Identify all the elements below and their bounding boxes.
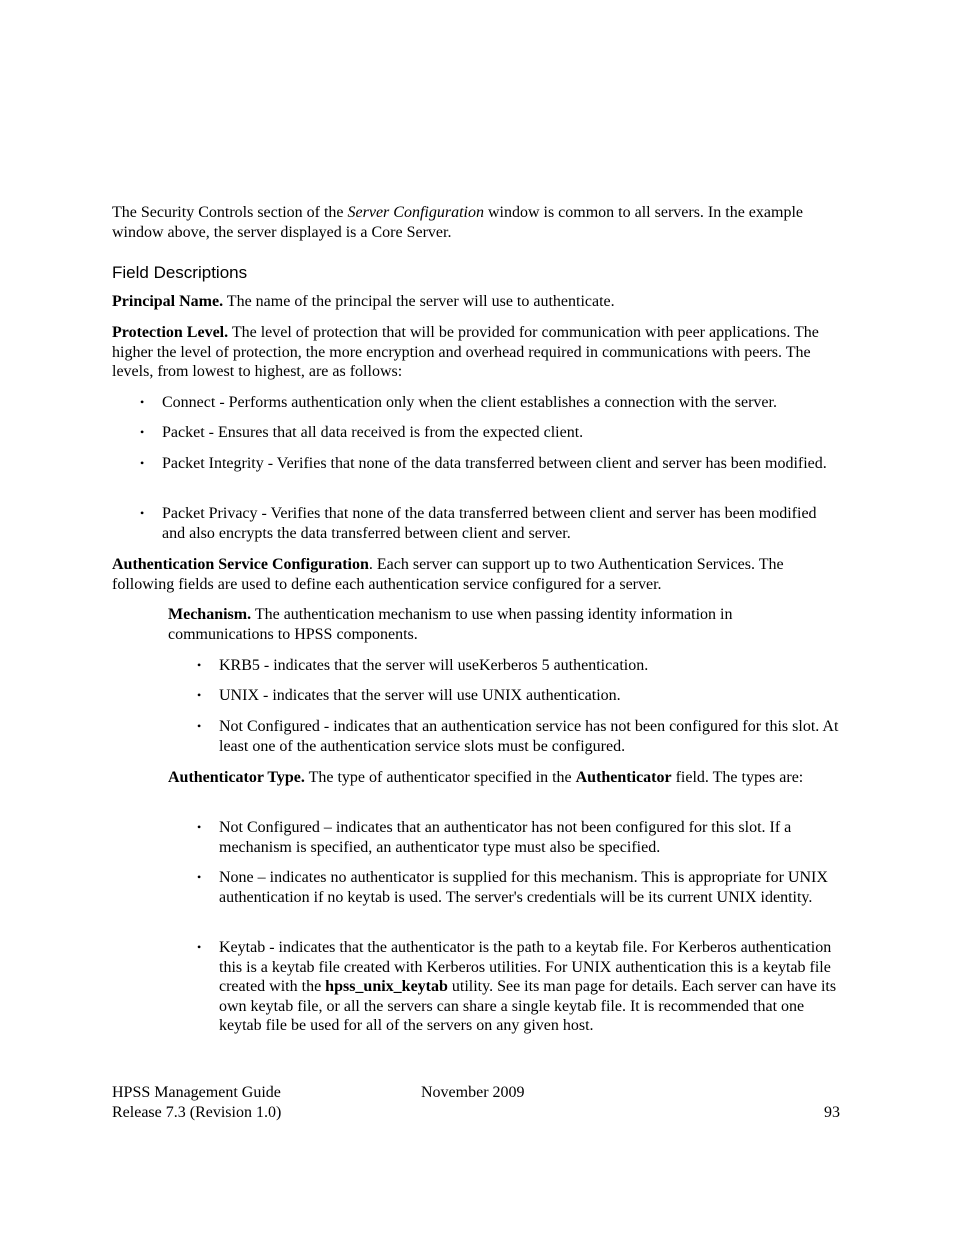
principal-name-text: The name of the principal the server will use to authenticate. xyxy=(223,293,615,310)
authenticator-type-label: Authenticator Type. xyxy=(168,769,305,786)
intro-paragraph xyxy=(112,203,842,242)
bullet-icon: • xyxy=(197,658,202,672)
authenticator-bullet xyxy=(197,868,842,907)
protection-bullet xyxy=(140,504,842,543)
keytab-text-end: utility. See its man page for details. Each server can have its own keytab file, or all the servers can share a single keytab file. It is recommended that one keytab file be used for all of the servers on any given host. xyxy=(219,978,837,1034)
authenticator-type-text-end: field. The types are: xyxy=(671,769,804,786)
principal-name-label: Principal Name. xyxy=(112,293,224,310)
protection-bullet xyxy=(140,393,842,413)
bullet-icon: • xyxy=(140,425,145,439)
protection-bullet xyxy=(140,423,842,443)
footer-release: Release 7.3 (Revision 1.0) xyxy=(112,1104,282,1121)
bullet-icon: • xyxy=(197,719,202,733)
mechanism-bullet xyxy=(197,686,842,706)
mechanism-bullet-text: Not Configured - indicates that an authentication service has not been configured for this slot. At least one of the authentication service slots must be configured. xyxy=(219,718,839,755)
footer-date: November 2009 xyxy=(421,1084,525,1101)
bullet-icon: • xyxy=(197,820,202,834)
protection-level-text: The level of protection that will be provided for communication with peer applications. The higher the level of protection, the more encryption and overhead required in communications with peers. The levels, from lowest to highest, are as follows: xyxy=(112,324,819,380)
authenticator-bullet-text: None – indicates no authenticator is supplied for this mechanism. This is appropriate for UNIX authentication if no keytab is used. The server's credentials will be its current UNIX identity. xyxy=(219,869,828,906)
authenticator-bullet-keytab xyxy=(197,938,842,1036)
mechanism-text: The authentication mechanism to use when passing identity information in communications to HPSS components. xyxy=(168,606,733,643)
mechanism-bullet xyxy=(197,717,842,756)
bullet-icon: • xyxy=(140,395,145,409)
intro-text-end: window is common to all servers. In the example window above, the server displayed is a Core Server. xyxy=(112,204,803,241)
protection-level-paragraph xyxy=(112,323,842,382)
mechanism-bullet xyxy=(197,656,842,676)
protection-bullet-text: Connect - Performs authentication only when the client establishes a connection with the server. xyxy=(162,394,777,411)
bullet-icon: • xyxy=(140,506,145,520)
bullet-icon: • xyxy=(197,870,202,884)
footer-page-number: 93 xyxy=(824,1104,840,1121)
keytab-bullet-text xyxy=(219,938,842,1036)
authenticator-field-name: Authenticator xyxy=(575,769,672,786)
protection-bullet-text: Packet - Ensures that all data received is from the expected client. xyxy=(162,424,584,441)
bullet-icon: • xyxy=(197,688,202,702)
footer-guide-title: HPSS Management Guide xyxy=(112,1084,281,1101)
auth-service-paragraph xyxy=(112,555,842,594)
keytab-utility-name: hpss_unix_keytab xyxy=(325,978,448,995)
protection-bullet-text: Packet Integrity - Verifies that none of the data transferred between client and server has been modified. xyxy=(162,455,827,472)
protection-bullet-text: Packet Privacy - Verifies that none of the data transferred between client and server has been modified and also encrypts the data transferred between client and server. xyxy=(162,505,817,542)
intro-text: The Security Controls section of the xyxy=(112,204,348,221)
keytab-text: Keytab - indicates that the authenticator is the path to a keytab file. For Kerberos authentication this is a keytab file created with Kerberos utilities. For UNIX authentication this is a keytab file created with the xyxy=(219,939,832,995)
protection-bullet xyxy=(140,454,842,474)
principal-name-paragraph xyxy=(112,292,842,312)
mechanism-paragraph xyxy=(168,605,842,644)
auth-service-label: Authentication Service Configuration xyxy=(112,556,369,573)
auth-service-text: . Each server can support up to two Authentication Services. The following fields are used to define each authentication service configured for a server. xyxy=(112,556,784,593)
authenticator-bullet-text: Not Configured – indicates that an authenticator has not been configured for this slot. If a mechanism is specified, an authenticator type must also be specified. xyxy=(219,819,792,856)
protection-level-label: Protection Level. xyxy=(112,324,229,341)
authenticator-bullet xyxy=(197,818,842,857)
intro-italic-window-name: Server Configuration xyxy=(347,204,484,221)
mechanism-label: Mechanism. xyxy=(168,606,252,623)
authenticator-type-paragraph xyxy=(168,768,842,788)
authenticator-type-text: The type of authenticator specified in the xyxy=(304,769,576,786)
section-heading: Field Descriptions xyxy=(112,263,248,282)
bullet-icon: • xyxy=(197,940,202,954)
mechanism-bullet-text: UNIX - indicates that the server will use UNIX authentication. xyxy=(219,687,621,704)
bullet-icon: • xyxy=(140,456,145,470)
mechanism-bullet-text: KRB5 - indicates that the server will useKerberos 5 authentication. xyxy=(219,657,649,674)
